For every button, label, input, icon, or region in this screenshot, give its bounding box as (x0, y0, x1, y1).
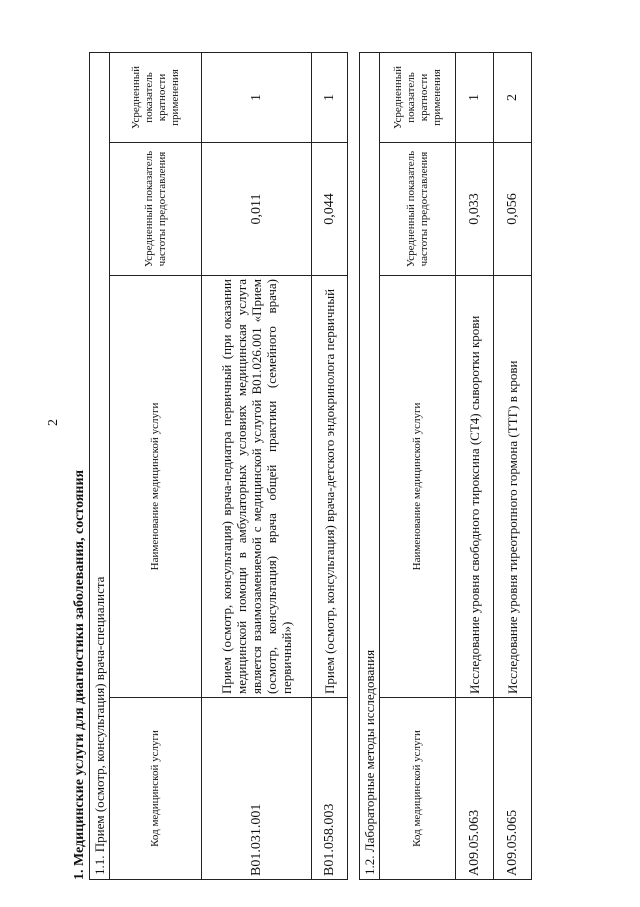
document-content (72, 30, 592, 880)
service-code: A09.05.063 (456, 698, 494, 880)
header-name: Наименование медицинской услуги (110, 276, 202, 698)
header-name: Наименование медицинской услуги (380, 276, 456, 698)
table-caption: 1.2. Лабораторные методы исследования (360, 53, 380, 880)
service-name: Исследование уровня тиреотропного гормона (ТТГ) в крови (494, 276, 532, 698)
table-row (312, 53, 348, 880)
frequency-value: 0,011 (202, 143, 312, 276)
frequency-value: 0,044 (312, 143, 348, 276)
service-code: B01.031.001 (202, 698, 312, 880)
multiplicity-value: 1 (202, 53, 312, 143)
table-row (456, 53, 494, 880)
table-row (494, 53, 532, 880)
frequency-value: 0,033 (456, 143, 494, 276)
page-number: 2 (46, 419, 61, 426)
table-caption: 1.1. Прием (осмотр, консультация) врача-специалиста (90, 53, 110, 880)
service-code: A09.05.065 (494, 698, 532, 880)
multiplicity-value: 2 (494, 53, 532, 143)
section-title: 1. Медицинские услуги для диагностики заболевания, состояния (72, 469, 87, 880)
table-consultations (89, 52, 348, 880)
header-frequency: Усредненный показатель частоты предоставления (110, 143, 202, 276)
header-frequency: Усредненный показатель частоты предоставления (380, 143, 456, 276)
service-name: Прием (осмотр, консультация) врача-детского эндокринолога первичный (312, 276, 348, 698)
service-code: B01.058.003 (312, 698, 348, 880)
multiplicity-value: 1 (456, 53, 494, 143)
table-row (202, 53, 312, 880)
header-code: Код медицинской услуги (380, 698, 456, 880)
header-multiplicity: Усредненный показатель кратности применения (110, 53, 202, 143)
table-lab-methods (359, 52, 532, 880)
multiplicity-value: 1 (312, 53, 348, 143)
frequency-value: 0,056 (494, 143, 532, 276)
header-multiplicity: Усредненный показатель кратности применения (380, 53, 456, 143)
service-name: Прием (осмотр, консультация) врача-педиатра первичный (при оказании медицинской помощи в амбулаторных условиях медицинская услуга является взаимозаменяемой с медицинской услугой B01.026.001 «Прием (осмотр, консультация) врача общей практики (семейного врача) первичный») (202, 276, 312, 698)
service-name: Исследование уровня свободного тироксина (СТ4) сыворотки крови (456, 276, 494, 698)
header-code: Код медицинской услуги (110, 698, 202, 880)
